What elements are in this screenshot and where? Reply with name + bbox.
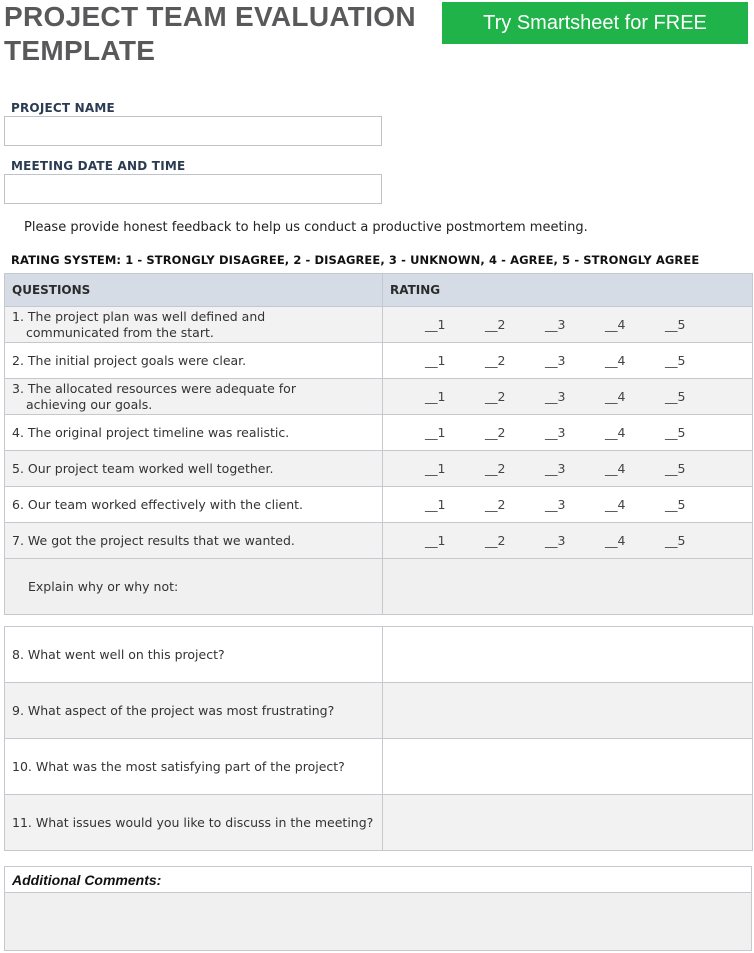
open-question-row: [5, 683, 753, 739]
rating-table: [4, 273, 753, 615]
page-title: PROJECT TEAM EVALUATION TEMPLATE: [4, 1, 416, 66]
project-name-label: PROJECT NAME: [11, 101, 115, 115]
rating-row: [5, 523, 753, 559]
rating-header: RATING: [383, 274, 753, 307]
open-question-answer-box[interactable]: [383, 627, 753, 683]
rating-option-4[interactable]: __4: [605, 533, 626, 548]
rating-option-3[interactable]: __3: [545, 497, 566, 512]
question-text: 2. The initial project goals were clear.: [12, 352, 247, 368]
meeting-date-input[interactable]: [4, 174, 382, 204]
rating-options: [383, 379, 753, 415]
rating-option-2[interactable]: __2: [485, 461, 506, 476]
question-cell: [5, 415, 383, 451]
question-cell: [5, 451, 383, 487]
rating-system-legend: RATING SYSTEM: 1 - STRONGLY DISAGREE, 2 - DISAGREE, 3 - UNKNOWN, 4 - AGREE, 5 - STRONGLY AGREE: [11, 253, 700, 267]
rating-option-2[interactable]: __2: [485, 389, 506, 404]
try-smartsheet-button[interactable]: Try Smartsheet for FREE: [442, 2, 748, 44]
rating-option-2[interactable]: __2: [485, 425, 506, 440]
rating-options: [383, 523, 753, 559]
question-text: 6. Our team worked effectively with the client.: [12, 496, 304, 512]
comments-table: [4, 866, 752, 951]
question-text: 4. The original project timeline was realistic.: [12, 424, 290, 440]
rating-option-3[interactable]: __3: [545, 425, 566, 440]
additional-comments-label: Additional Comments:: [5, 867, 752, 893]
rating-option-1[interactable]: __1: [425, 461, 446, 476]
rating-option-5[interactable]: __5: [665, 461, 686, 476]
rating-options: [383, 487, 753, 523]
question-cell: [5, 307, 383, 343]
rating-option-4[interactable]: __4: [605, 461, 626, 476]
open-question-text: 9. What aspect of the project was most frustrating?: [5, 683, 383, 739]
rating-option-5[interactable]: __5: [665, 497, 686, 512]
rating-option-5[interactable]: __5: [665, 317, 686, 332]
rating-option-4[interactable]: __4: [605, 353, 626, 368]
rating-option-2[interactable]: __2: [485, 533, 506, 548]
rating-option-4[interactable]: __4: [605, 425, 626, 440]
rating-option-3[interactable]: __3: [545, 353, 566, 368]
additional-comments-box[interactable]: [5, 893, 752, 951]
open-question-answer-box[interactable]: [383, 683, 753, 739]
explain-answer-box[interactable]: [383, 559, 753, 615]
question-text-continued: achieving our goals.: [26, 396, 153, 412]
open-question-row: [5, 739, 753, 795]
open-question-answer-box[interactable]: [383, 795, 753, 851]
rating-row: [5, 487, 753, 523]
question-cell: [5, 487, 383, 523]
rating-option-5[interactable]: __5: [665, 425, 686, 440]
open-question-text: 10. What was the most satisfying part of the project?: [5, 739, 383, 795]
rating-option-1[interactable]: __1: [425, 389, 446, 404]
explain-label: Explain why or why not:: [5, 559, 383, 615]
rating-options: [383, 307, 753, 343]
project-name-input[interactable]: [4, 116, 382, 146]
explain-row: [5, 559, 753, 615]
question-text: 7. We got the project results that we wanted.: [12, 532, 295, 548]
open-question-row: [5, 627, 753, 683]
rating-option-5[interactable]: __5: [665, 533, 686, 548]
open-question-text: 11. What issues would you like to discuss in the meeting?: [5, 795, 383, 851]
rating-option-5[interactable]: __5: [665, 353, 686, 368]
open-question-text: 8. What went well on this project?: [5, 627, 383, 683]
rating-option-3[interactable]: __3: [545, 461, 566, 476]
questions-header: QUESTIONS: [5, 274, 383, 307]
rating-option-4[interactable]: __4: [605, 317, 626, 332]
question-cell: [5, 379, 383, 415]
rating-option-1[interactable]: __1: [425, 317, 446, 332]
rating-option-1[interactable]: __1: [425, 497, 446, 512]
meeting-date-label: MEETING DATE AND TIME: [11, 159, 186, 173]
question-text: 3. The allocated resources were adequate for: [12, 380, 296, 396]
question-cell: [5, 343, 383, 379]
rating-option-3[interactable]: __3: [545, 533, 566, 548]
rating-row: [5, 451, 753, 487]
rating-option-2[interactable]: __2: [485, 497, 506, 512]
rating-option-3[interactable]: __3: [545, 317, 566, 332]
question-text-continued: communicated from the start.: [26, 324, 214, 340]
open-question-row: [5, 795, 753, 851]
rating-row: [5, 307, 753, 343]
rating-row: [5, 379, 753, 415]
rating-option-1[interactable]: __1: [425, 425, 446, 440]
open-question-answer-box[interactable]: [383, 739, 753, 795]
question-text: 5. Our project team worked well together.: [12, 460, 274, 476]
rating-option-5[interactable]: __5: [665, 389, 686, 404]
rating-options: [383, 343, 753, 379]
rating-option-3[interactable]: __3: [545, 389, 566, 404]
rating-row: [5, 343, 753, 379]
rating-option-1[interactable]: __1: [425, 533, 446, 548]
rating-row: [5, 415, 753, 451]
rating-option-4[interactable]: __4: [605, 497, 626, 512]
intro-text: Please provide honest feedback to help us conduct a productive postmortem meeting.: [24, 220, 588, 235]
question-text: 1. The project plan was well defined and: [12, 308, 266, 324]
rating-option-2[interactable]: __2: [485, 317, 506, 332]
rating-options: [383, 451, 753, 487]
question-cell: [5, 523, 383, 559]
open-questions-table: [4, 626, 753, 851]
rating-option-2[interactable]: __2: [485, 353, 506, 368]
rating-options: [383, 415, 753, 451]
rating-option-4[interactable]: __4: [605, 389, 626, 404]
rating-option-1[interactable]: __1: [425, 353, 446, 368]
